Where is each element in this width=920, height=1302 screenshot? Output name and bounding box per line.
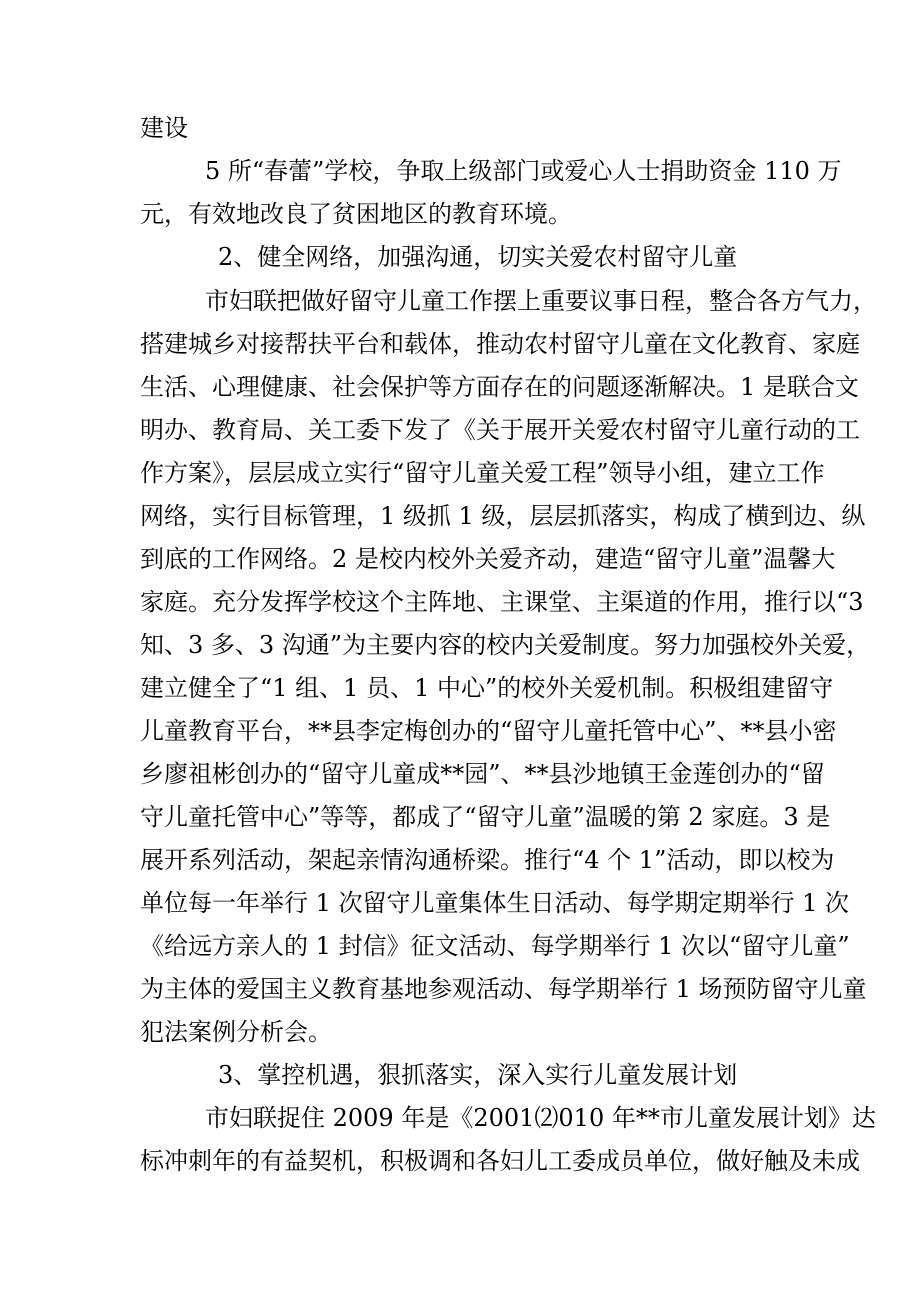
text-line-11: 到底的工作网络。2 是校内校外关爱齐动，建造“留守儿童”温馨大 (140, 545, 836, 573)
text-line-9: 作方案》，层层成立实行“留守儿童关爱工程”领导小组，建立工作 (140, 459, 825, 487)
text-line-25: 标冲刺年的有益契机，积极调和各妇儿工委成员单位，做好触及未成 (140, 1147, 860, 1175)
text-line-18: 展开系列活动，架起亲情沟通桥梁。推行“4 个 1”活动，即以校为 (140, 846, 835, 874)
text-line-3: 元，有效地改良了贫困地区的教育环境。 (140, 200, 572, 228)
text-line-5: 市妇联把做好留守儿童工作摆上重要议事日程，整合各方气力， (205, 287, 877, 315)
text-line-6: 搭建城乡对接帮扶平台和载体，推动农村留守儿童在文化教育、家庭 (140, 330, 860, 358)
text-line-13: 知、3 多、3 沟通”为主要内容的校内关爱制度。努力加强校外关爱， (140, 631, 871, 659)
text-line-24: 市妇联捉住 2009 年是《2001⑵010 年**市儿童发展计划》达 (205, 1104, 876, 1132)
text-line-21: 为主体的爱国主义教育基地参观活动、每学期举行 1 场预防留守儿童 (140, 975, 867, 1003)
text-line-17: 守儿童托管中心”等等，都成了“留守儿童”温暖的第 2 家庭。3 是 (140, 803, 831, 831)
text-line-2: 5 所“春蕾”学校，争取上级部门或爱心人士捐助资金 110 万 (205, 157, 842, 185)
text-line-20: 《给远方亲人的 1 封信》征文活动、每学期举行 1 次以“留守儿童” (140, 932, 850, 960)
text-line-1: 建设 (140, 114, 188, 142)
text-line-16: 乡廖祖彬创办的“留守儿童成**园”、**县沙地镇王金莲创办的“留 (140, 760, 825, 788)
section-heading-2: 2、健全网络，加强沟通，切实关爱农村留守儿童 (218, 243, 738, 271)
text-line-8: 明办、教育局、关工委下发了《关于展开关爱农村留守儿童行动的工 (140, 416, 860, 444)
text-line-22: 犯法案例分析会。 (140, 1018, 332, 1046)
text-line-19: 单位每一年举行 1 次留守儿童集体生日活动、每学期定期举行 1 次 (140, 889, 850, 917)
text-line-10: 网络，实行目标管理，1 级抓 1 级，层层抓落实，构成了横到边、纵 (140, 502, 866, 530)
text-line-7: 生活、心理健康、社会保护等方面存在的问题逐渐解决。1 是联合文 (140, 373, 859, 401)
text-line-14: 建立健全了“1 组、1 员、1 中心”的校外关爱机制。积极组建留守 (140, 674, 834, 702)
text-line-12: 家庭。充分发挥学校这个主阵地、主课堂、主渠道的作用，推行以“3 (140, 588, 864, 616)
section-heading-3: 3、掌控机遇，狠抓落实，深入实行儿童发展计划 (218, 1061, 738, 1089)
text-line-15: 儿童教育平台，**县李定梅创办的“留守儿童托管中心”、**县小密 (140, 717, 837, 745)
